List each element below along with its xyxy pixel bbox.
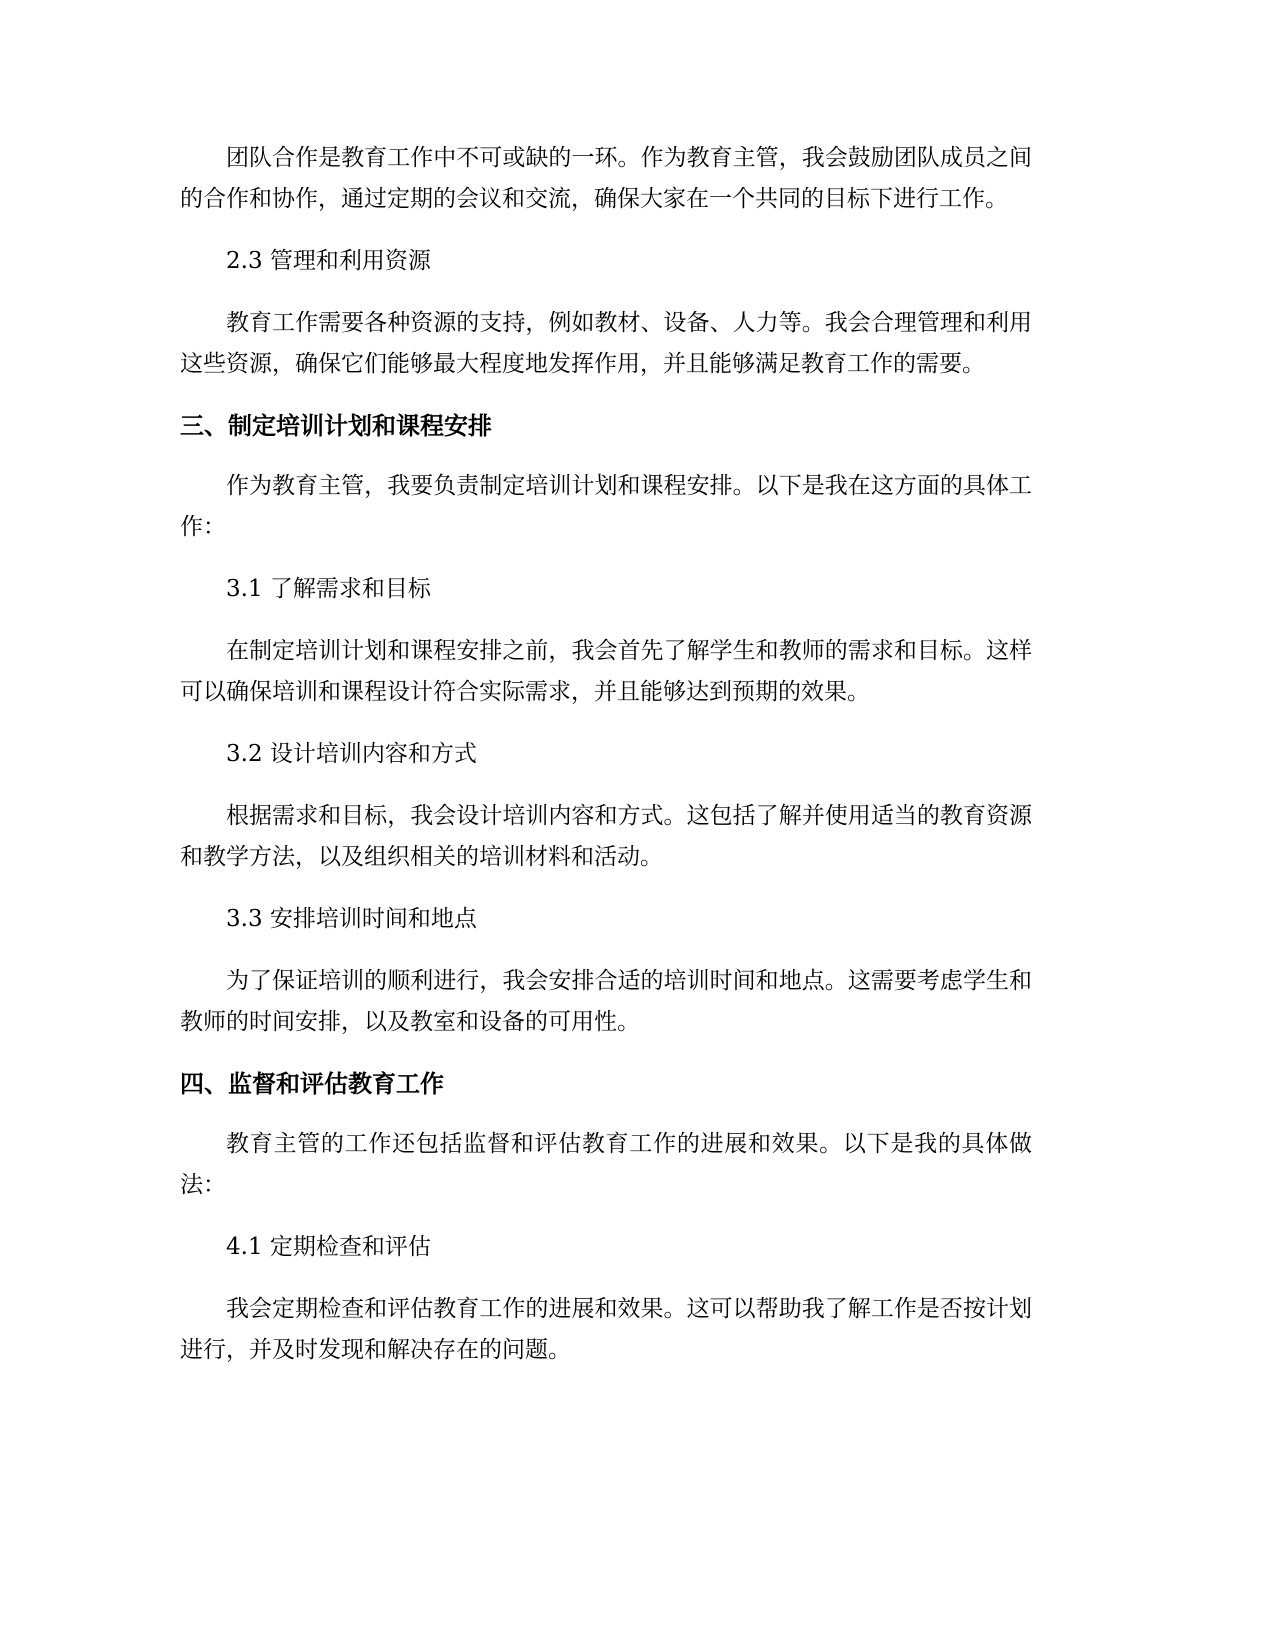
paragraph-design: 根据需求和目标，我会设计培训内容和方式。这包括了解并使用适当的教育资源和教学方法，以及组织相关的培训材料和活动。 [180,803,1032,870]
subheading-3-2: 3.2 设计培训内容和方式 [226,741,477,767]
subheading-3-1: 3.1 了解需求和目标 [226,576,431,602]
paragraph-resources: 教育工作需要各种资源的支持，例如教材、设备、人力等。我会合理管理和利用这些资源，确保它们能够最大程度地发挥作用，并且能够满足教育工作的需要。 [180,310,1032,377]
paragraph-check: 我会定期检查和评估教育工作的进展和效果。这可以帮助我了解工作是否按计划进行，并及时发现和解决存在的问题。 [180,1296,1032,1363]
document-page [180,138,1032,1392]
paragraph-plan-intro: 作为教育主管，我要负责制定培训计划和课程安排。以下是我在这方面的具体工作： [180,473,1032,540]
paragraph-schedule: 为了保证培训的顺利进行，我会安排合适的培训时间和地点。这需要考虑学生和教师的时间安排，以及教室和设备的可用性。 [180,968,1032,1035]
paragraph-teamwork: 团队合作是教育工作中不可或缺的一环。作为教育主管，我会鼓励团队成员之间的合作和协作，通过定期的会议和交流，确保大家在一个共同的目标下进行工作。 [180,145,1032,212]
subheading-3-3: 3.3 安排培训时间和地点 [226,906,477,932]
section-heading-4: 四、监督和评估教育工作 [180,1070,444,1098]
paragraph-needs: 在制定培训计划和课程安排之前，我会首先了解学生和教师的需求和目标。这样可以确保培训和课程设计符合实际需求，并且能够达到预期的效果。 [180,638,1032,705]
subheading-2-3: 2.3 管理和利用资源 [226,248,431,274]
paragraph-supervise-intro: 教育主管的工作还包括监督和评估教育工作的进展和效果。以下是我的具体做法： [180,1131,1032,1198]
section-heading-3: 三、制定培训计划和课程安排 [180,412,492,440]
subheading-4-1: 4.1 定期检查和评估 [226,1234,431,1260]
